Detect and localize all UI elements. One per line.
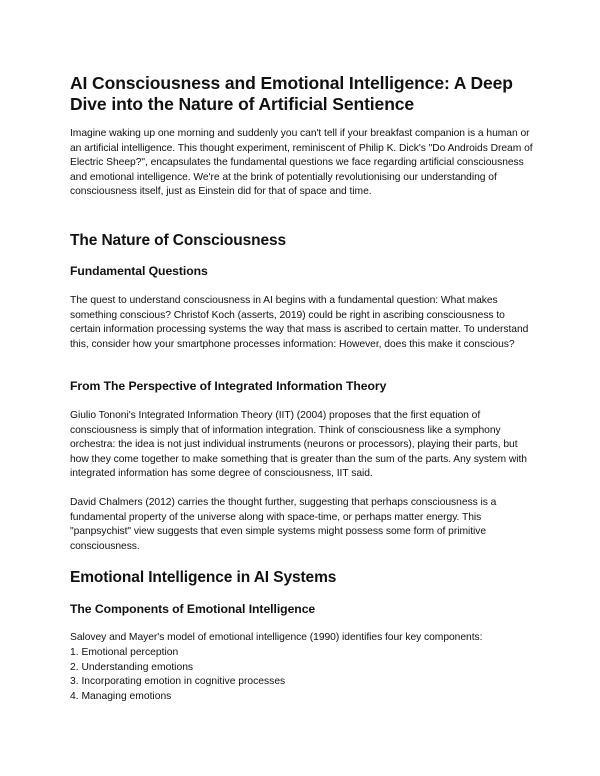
intro-paragraph: Imagine waking up one morning and suddenly you can't tell if your breakfast companion is a human or an artificial intelligence. This thought experiment, reminiscent of Philip K. Dick's "Do Androids Dream of Electric Sheep?", encapsulates the fundamental questions we face regarding artificial consciousness and emotional intelligence. We're at the brink of potentially revolutionising our understanding of consciousness itself, just as Einstein did for that of space and time.	[70, 128, 533, 198]
document-title: AI Consciousness and Emotional Intelligence: A Deep Dive into the Nature of Artificial Sentience	[70, 73, 513, 114]
list-item: 4. Managing emotions	[70, 690, 172, 702]
subsection-heading-components: The Components of Emotional Intelligence	[70, 602, 316, 616]
chalmers-paragraph: David Chalmers (2012) carries the thought further, suggesting that perhaps consciousness is a fundamental property of the universe along with space-time, or perhaps matter energy. This "panpsychist" view suggests that even simple systems might possess some form of primitive consciousness.	[70, 497, 497, 552]
components-list	[70, 646, 285, 704]
fundamental-questions-paragraph: The quest to understand consciousness in AI begins with a fundamental question: What makes something conscious? Christof Koch (asserts, 2019) could be right in ascribing consciousness to certain information processing systems the way that mass is ascribed to certain matter. To understand this, consider how your smartphone processes information: However, does this make it conscious?	[70, 295, 529, 350]
section-heading-emotional-intelligence: Emotional Intelligence in AI Systems	[70, 569, 337, 586]
list-item: 3. Incorporating emotion in cognitive processes	[70, 676, 286, 688]
section-heading-nature-of-consciousness: The Nature of Consciousness	[70, 232, 287, 249]
subsection-heading-iit: From The Perspective of Integrated Information Theory	[70, 379, 387, 393]
list-item: 1. Emotional perception	[70, 647, 179, 658]
list-item: 2. Understanding emotions	[70, 661, 194, 673]
components-paragraph: Salovey and Mayer's model of emotional intelligence (1990) identifies four key components:	[70, 632, 483, 643]
subsection-heading-fundamental-questions: Fundamental Questions	[70, 264, 208, 278]
iit-paragraph: Giulio Tononi's Integrated Information Theory (IIT) (2004) proposes that the first equation of consciousness is simply that of information integration. Think of consciousness like a symphony orchestra: the idea is not just individual instruments (neurons or processors), playing their parts, but how they come together to make something that is greater than the sum of the parts. Any system with integrated information has some degree of consciousness, IIT said.	[70, 410, 527, 480]
